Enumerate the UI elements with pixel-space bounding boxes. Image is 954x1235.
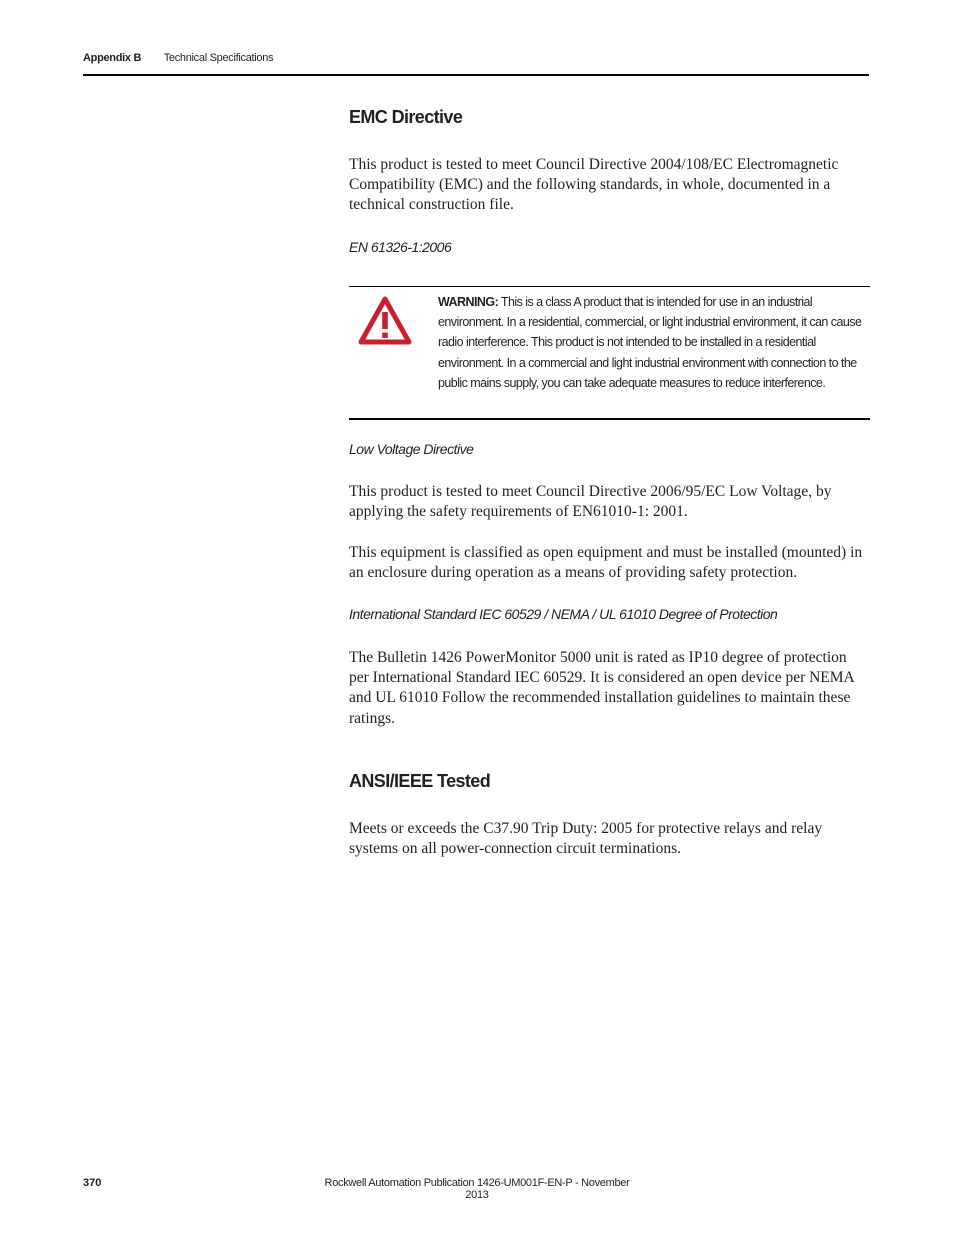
warning-body: This is a class A product that is intended for use in an industrial environment. In a residential, commercial, or light industrial environment, it can cause radio interference. This product is not intended to be installed in a residential environment. In a commercial and light industrial environment with connection to the public mains supply, you can take adequate measures to reduce interference. [438, 295, 862, 390]
warning-triangle-icon [358, 295, 412, 352]
protection-paragraph: The Bulletin 1426 PowerMonitor 5000 unit is rated as IP10 degree of protection per International Standard IEC 60529. It is considered an open device per NEMA and UL 61010 Follow the recommended installation guidelines to maintain these ratings. [349, 649, 854, 727]
low-voltage-paragraph-1: This product is tested to meet Council Directive 2006/95/EC Low Voltage, by applying the safety requirements of EN61010-1: 2001. [349, 483, 832, 521]
header-divider [83, 74, 869, 76]
ansi-paragraph: Meets or exceeds the C37.90 Trip Duty: 2005 for protective relays and relay systems on all power-connection circuit terminations. [349, 820, 823, 858]
appendix-label: Appendix B [83, 52, 142, 64]
page-number: 370 [83, 1177, 102, 1189]
warning-label: WARNING: [438, 295, 499, 309]
low-voltage-heading: Low Voltage Directive [349, 441, 474, 457]
protection-heading: International Standard IEC 60529 / NEMA / UL 61010 Degree of Protection [349, 606, 778, 622]
emc-intro-paragraph: This product is tested to meet Council Directive 2004/108/EC Electromagnetic Compatibility (EMC) and the following standards, in whole, documented in a technical construction file. [349, 156, 839, 214]
warning-callout [349, 286, 870, 420]
low-voltage-paragraph-2: This equipment is classified as open equipment and must be installed (mounted) in an enclosure during operation as a means of providing safety protection. [349, 544, 863, 582]
running-header [83, 52, 273, 64]
warning-text [438, 292, 863, 393]
publication-info: Rockwell Automation Publication 1426-UM001F-EN-P - November 2013 [324, 1177, 630, 1201]
emc-standard: EN 61326-1:2006 [349, 239, 452, 255]
emc-heading: EMC Directive [349, 107, 463, 127]
section-title: Technical Specifications [163, 52, 274, 64]
ansi-heading: ANSI/IEEE Tested [349, 771, 491, 791]
